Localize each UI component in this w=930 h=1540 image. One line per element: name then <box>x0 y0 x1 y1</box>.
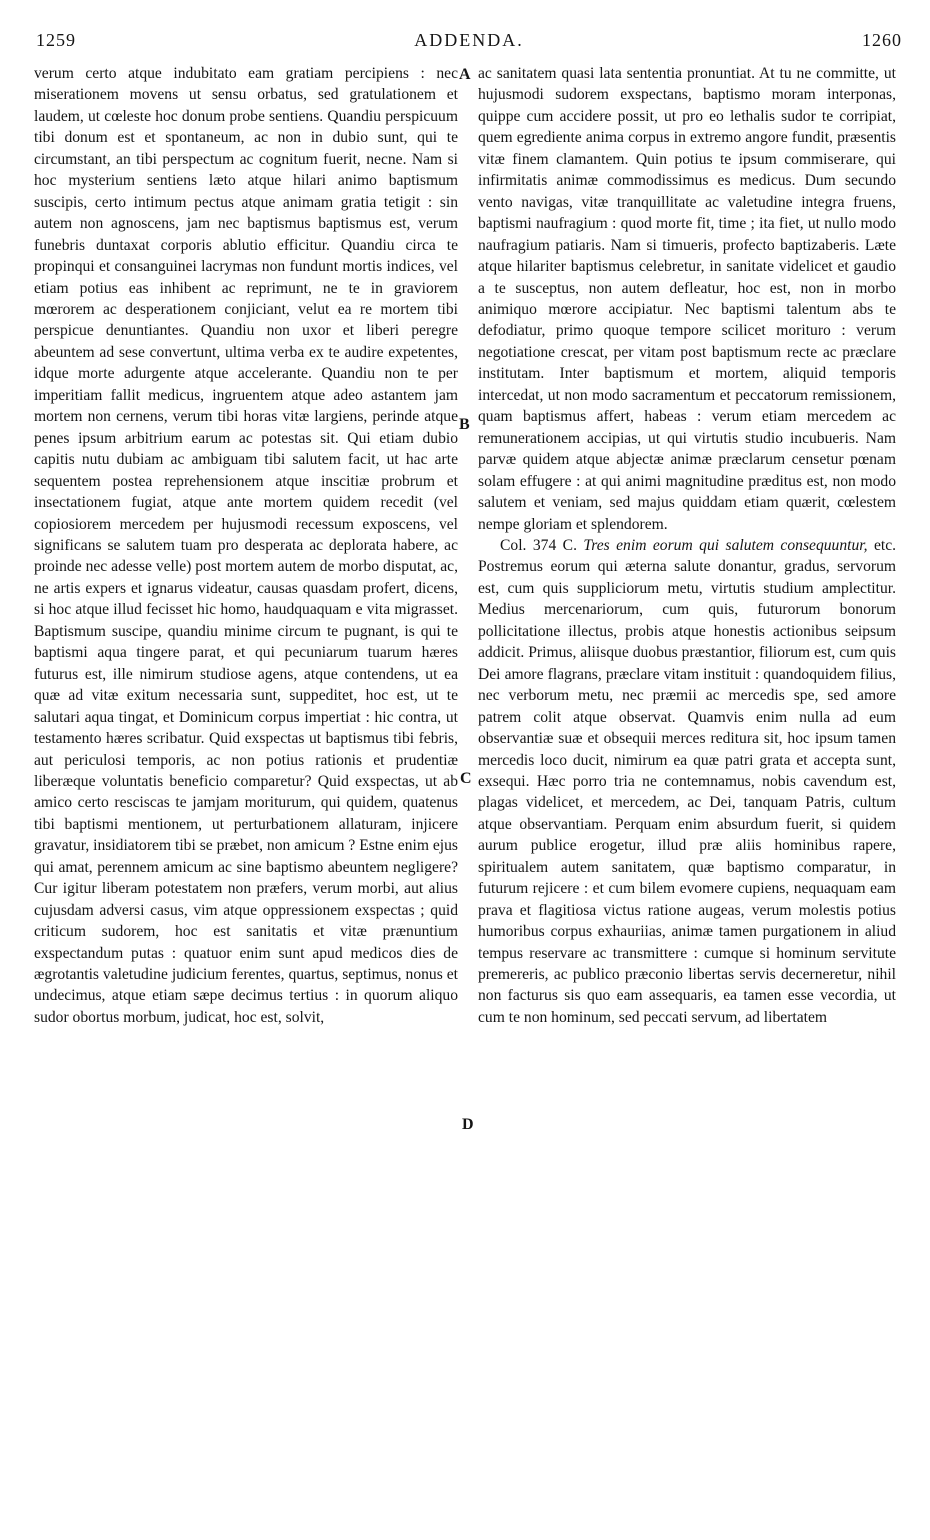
running-title: ADDENDA. <box>414 30 524 50</box>
page-header <box>36 30 902 56</box>
page-number-left: 1259 <box>36 30 76 50</box>
left-column <box>34 63 458 1503</box>
right-paragraph-2-text: etc. Postremus eorum qui æterna salute donantur, gradus, servorum est, cum quis suppliciorum metu, virtutis studium amplectitur. Medius mercenariorum, cum quis, futurorum bonorum pollicitatione illectus, probis atque honestis actionibus seipsum addicit. Primus, aliisque duobus præstantior, filiorum est, cum quis Dei amore flagrans, præclare vitam instituit : quandoquidem filius, nec verborum metu, nec præmii ac mercedis spe, sed amore patrem colit atque observat. Quamvis enim nulla ad eum observantiæ suæ et obsequii merces reditura sit, hoc ipsum tamen mercedis loco ducit, nimirum ea quæ patri grata et accepta sunt, exsequi. Hæc porro tria ne contemnamus, nobis cavendum est, plagas videlicet, et mercedem, ac Dei, tanquam Patris, cultum atque observantiam. Perquam enim absurdum fuerit, si quidem aurum publice erogetur, illud præ aliis hominibus rapere, spiritualem autem sanitatem, quæ baptismo comparatur, in futurum rejicere : et cum bilem evomere cupiens, nequaquam eam prava et flagitiosa victus ratione augeas, verum molestis potius humoribus corpus exhauriias, animæ tamen purgationem in aliud tempus reservare ac transmittere : cumque si hominum servitute premereris, ac publico præconio libertas servis decerneretur, nihil non facturus sis quo eam assequaris, ea tamen esse vecordia, ut cum te non hominum, sed peccati servum, ad libertatem <box>478 536 896 1026</box>
page-number-right: 1260 <box>862 30 902 50</box>
section-marker-a: A <box>459 66 471 83</box>
section-marker-b: B <box>459 416 470 433</box>
section-marker-c: C <box>460 770 472 787</box>
right-column <box>478 63 896 1483</box>
right-paragraph-2 <box>478 535 896 1028</box>
section-marker-d: D <box>462 1116 474 1133</box>
right-paragraph-1: ac sanitatem quasi lata sententia pronuntiat. At tu ne committe, ut hujusmodi sudorem exspectans, baptismo moram interponas, quippe cum accidere possit, ut pro eo lethalis sudor te corripiat, quem egrediente anima corpus in extremo angore fundit, præsentis vitæ finem clamantem. Quin potius te ipsum commiserare, qui infirmitatis animæ commodissimus es medicus. Dum secundo vento navigas, vitæ tranquillitate ac valetudine integra fruens, baptismi naufragium : quod morte fit, time ; ita fiet, ut nullo modo naufragium patiaris. Nam si timueris, profecto baptizaberis. Læte atque hilariter baptismus celebretur, in sanitate videlicet et gaudio a te susceptus, non autem defleatur, hoc est, non in morbo animiquo mœrore accipiatur. Nec baptismi talentum abs te defodiatur, primo quoque tempore scilicet morituro : verum negotiatione crescat, per vitam post baptismum recte ac præclare institutam. Inter baptismum et mortem, aliquid temporis intercedat, ut non modo sacramentum et peccatorum remissionem, quam baptismus affert, habeas : verum etiam mercedem ac remunerationem accipias, ut qui virtutis studio incubueris. Nam parvæ quidem atque abjectæ animæ præclarum censetur pœnam solam effugere : at qui animi magnitudine præditus est, non modo salutem et veniam, sed majus quiddam etiam quærit, cœlestem nempe gloriam et splendorem. <box>478 65 896 533</box>
quoted-phrase: Tres enim eorum qui salutem consequuntur, <box>583 536 868 554</box>
column-reference: Col. 374 C. <box>500 536 577 554</box>
left-column-text: verum certo atque indubitato eam gratiam percipiens : nec miserationem movens ut sensu orbatus, sed gratulationem et laudem, ut cœleste hoc donum probe sentiens. Quandiu perspicuum tibi donum est et spontaneum, ac non in dubio sunt, qui te circumstant, an tibi perspectum ac cognitum fuerit, necne. Nam si hoc mysterium sentiens læto atque hilari animo baptismum suscipis, certo intimum pectus atque animam gratia tetigit : sin autem non agnoscens, jam nec baptismus baptismus est, verum funebris duntaxat corporis ablutio efficitur. Quandiu circa te propinqui et consanguinei lacrymas non fundunt mortis indices, vel etiam potius eas inhibent ac reprimunt, ne te in graviorem mœrorem ac desperationem conjiciant, velut ea re mortem tibi perspicue denuntiantes. Quandiu non uxor et liberi peregre abeuntem ad sese convertunt, ultima verba ex te audire expetentes, idque morte adurgente atque accelerante. Quandiu non te per imperitiam fallit medicus, ingruentem atque adeo astantem jam mortem non cernens, verum tibi horas vitæ largiens, perinde atque penes ipsum arbitrium earum ac potestas sit. Qui etiam dubio capitis nutu dubiam ac ambiguam tibi salutem facit, ut hac arte sequentem postea reprehensionem atque inscitiæ probrum et insectationem fugiat, atque ante mortem quidem recedit (vel copiosiorem mercedem per hujusmodi recessum exposcens, vel significans se salutem tuam pro desperata ac deplorata habere, ac proinde nec adesse velle) post mortem autem de morbo disputat, ac, ne artis expers et ignarus videatur, causas quasdam profert, dicens, si hoc atque illud fecisset hic homo, haudquaquam e vita migrasset. Baptismum suscipe, quandiu minime circum te pugnant, is qui te baptismi aqua tingere parat, et qui pecuniarum tuarum hæres futurus est, ille nimirum studiose agens, atque contendens, ut ea quæ ad vitæ exitum necessaria sunt, suppeditet, hoc est, ut te salutari aqua tingat, et Dominicum corpus impertiat : hic contra, ut testamento hæres scribatur. Quid exspectas ut baptismus tibi febris, aut periculosi temporis, ac non potius rationis et prudentiæ liberæque voluntatis beneficio comparetur? Quid exspectas, ut ab amico certo resciscas te jamjam moriturum, qui quidem, quatenus tibi baptismi mentionem, ut perturbationem allaturam, injicere gravatur, insidiatorem tibi se præbet, non amicum ? Estne enim ejus qui amat, perennem amicum ac sine baptismo abeuntem negligere? Cur igitur liberam potestatem non præfers, verum morbi, aut alius cujusdam adversi casus, vim atque oppressionem exspectas ; quid criticum sudorem, hoc est sanitatis et vitæ prænuntium exspectandum putas : quatuor enim sunt apud medicos dies de ægrotantis valetudine judicium ferentes, quartus, septimus, nonus et undecimus, atque etiam sæpe decimus tertius : in quorum aliquo sudor obortus morbum, judicat, hoc est, solvit, <box>34 65 458 1026</box>
